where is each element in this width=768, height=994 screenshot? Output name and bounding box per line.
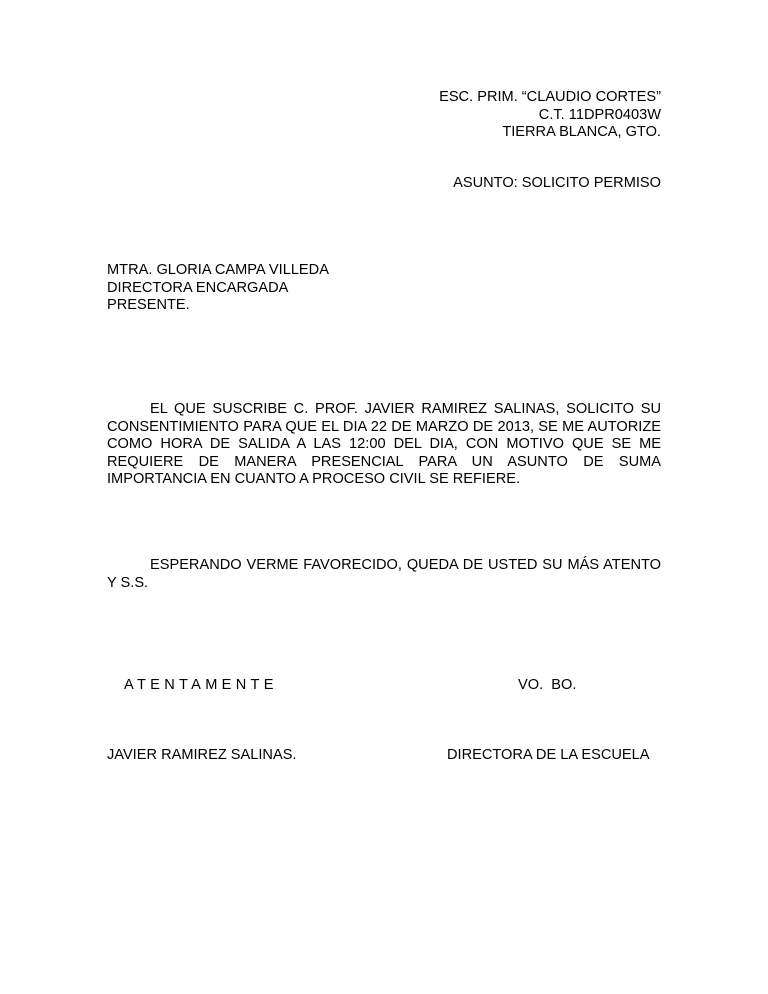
school-location: TIERRA BLANCA, GTO. <box>502 124 661 140</box>
school-ct-code: C.T. 11DPR0403W <box>538 106 661 123</box>
signature-name-sender: JAVIER RAMIREZ SALINAS. <box>107 747 297 763</box>
letter-recipient <box>107 262 329 315</box>
signature-name-director: DIRECTORA DE LA ESCUELA <box>447 747 650 763</box>
letter-header <box>261 89 661 142</box>
body-paragraph-request: EL QUE SUSCRIBE C. PROF. JAVIER RAMIREZ SALINAS, SOLICITO SU CONSENTIMIENTO PARA QUE EL DIA 22 DE MARZO DE 2013, SE ME AUTORIZE COMO HORA DE SALIDA A LAS 12:00 DEL DIA, CON MOTIVO QUE SE ME REQUIERE DE MANERA PRESENCIAL PARA UN ASUNTO DE SUMA IMPORTANCIA EN CUANTO A PROCESO CIVIL SE REFIERE. <box>107 401 661 487</box>
recipient-position: DIRECTORA ENCARGADA <box>107 279 289 296</box>
signature-title-vobo: VO. BO. <box>518 677 577 693</box>
signature-title-atentamente: ATENTAMENTE <box>124 677 278 693</box>
recipient-presente: PRESENTE. <box>107 297 190 313</box>
school-name: ESC. PRIM. “CLAUDIO CORTES” <box>439 89 661 105</box>
letter-subject: ASUNTO: SOLICITO PERMISO <box>453 175 661 191</box>
body-paragraph-closing: ESPERANDO VERME FAVORECIDO, QUEDA DE USTED SU MÁS ATENTO Y S.S. <box>107 557 661 591</box>
recipient-name: MTRA. GLORIA CAMPA VILLEDA <box>107 262 329 278</box>
